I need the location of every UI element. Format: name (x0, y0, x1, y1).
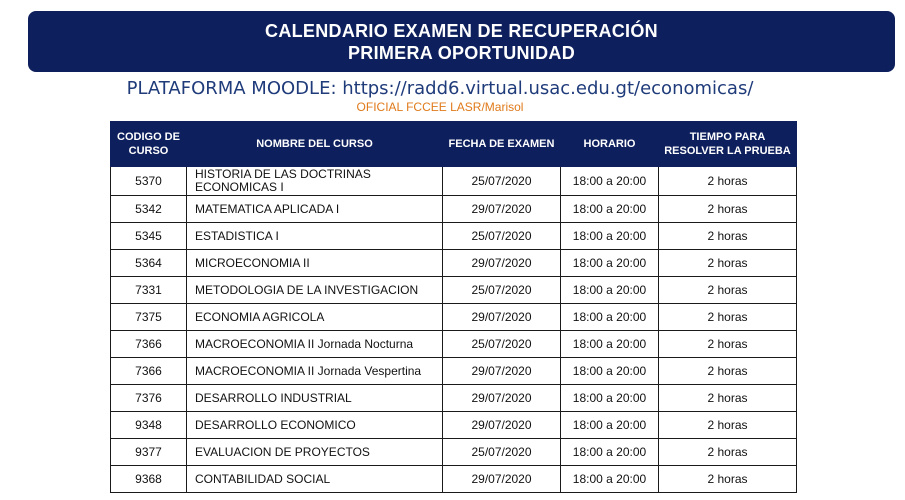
course-name: METODOLOGIA DE LA INVESTIGACION (187, 277, 443, 304)
exam-time: 18:00 a 20:00 (561, 466, 659, 493)
course-name: ECONOMIA AGRICOLA (187, 304, 443, 331)
exam-time: 18:00 a 20:00 (561, 385, 659, 412)
course-code: 5364 (111, 250, 187, 277)
exam-duration: 2 horas (659, 167, 797, 196)
course-name: DESARROLLO INDUSTRIAL (187, 385, 443, 412)
table-row (111, 385, 797, 412)
exam-schedule-table (110, 121, 797, 493)
exam-duration: 2 horas (659, 304, 797, 331)
official-credit: OFICIAL FCCEE LASR/Marisol (356, 100, 524, 114)
table-row (111, 196, 797, 223)
title-line-2: PRIMERA OPORTUNIDAD (347, 43, 576, 63)
exam-time: 18:00 a 20:00 (561, 223, 659, 250)
table-row (111, 466, 797, 493)
course-name: CONTABILIDAD SOCIAL (187, 466, 443, 493)
exam-time: 18:00 a 20:00 (561, 196, 659, 223)
exam-date: 25/07/2020 (443, 223, 561, 250)
course-name: EVALUACION DE PROYECTOS (187, 439, 443, 466)
course-code: 9377 (111, 439, 187, 466)
course-code: 5370 (111, 167, 187, 196)
table-row (111, 304, 797, 331)
exam-time: 18:00 a 20:00 (561, 250, 659, 277)
course-code: 7366 (111, 358, 187, 385)
exam-date: 29/07/2020 (443, 412, 561, 439)
exam-date: 25/07/2020 (443, 331, 561, 358)
exam-duration: 2 horas (659, 439, 797, 466)
course-code: 9348 (111, 412, 187, 439)
exam-date: 29/07/2020 (443, 385, 561, 412)
course-name: DESARROLLO ECONOMICO (187, 412, 443, 439)
exam-time: 18:00 a 20:00 (561, 412, 659, 439)
exam-date: 29/07/2020 (443, 196, 561, 223)
exam-date: 25/07/2020 (443, 167, 561, 196)
exam-duration: 2 horas (659, 385, 797, 412)
exam-time: 18:00 a 20:00 (561, 439, 659, 466)
exam-duration: 2 horas (659, 358, 797, 385)
column-header-code: CODIGO DE CURSO (111, 122, 187, 167)
table-row (111, 223, 797, 250)
title-banner (28, 11, 895, 72)
course-name: MACROECONOMIA II Jornada Vespertina (187, 358, 443, 385)
exam-time: 18:00 a 20:00 (561, 331, 659, 358)
course-code: 7366 (111, 331, 187, 358)
exam-date: 25/07/2020 (443, 439, 561, 466)
table-header-row (111, 122, 797, 167)
exam-time: 18:00 a 20:00 (561, 277, 659, 304)
exam-duration: 2 horas (659, 331, 797, 358)
exam-duration: 2 horas (659, 250, 797, 277)
column-header-date: FECHA DE EXAMEN (443, 122, 561, 167)
table-row (111, 277, 797, 304)
exam-time: 18:00 a 20:00 (561, 358, 659, 385)
exam-date: 29/07/2020 (443, 466, 561, 493)
platform-url-text: PLATAFORMA MOODLE: https://radd6.virtual.usac.edu.gt/economicas/ (126, 78, 754, 99)
course-name: MACROECONOMIA II Jornada Nocturna (187, 331, 443, 358)
course-code: 5342 (111, 196, 187, 223)
course-code: 7376 (111, 385, 187, 412)
exam-duration: 2 horas (659, 196, 797, 223)
course-name: MATEMATICA APLICADA I (187, 196, 443, 223)
title-line-1: CALENDARIO EXAMEN DE RECUPERACIÓN (265, 21, 658, 41)
exam-duration: 2 horas (659, 412, 797, 439)
course-code: 7375 (111, 304, 187, 331)
table-row (111, 331, 797, 358)
exam-date: 29/07/2020 (443, 250, 561, 277)
course-code: 7331 (111, 277, 187, 304)
course-name: HISTORIA DE LAS DOCTRINAS ECONOMICAS I (187, 167, 443, 196)
table-row (111, 412, 797, 439)
course-code: 5345 (111, 223, 187, 250)
course-code: 9368 (111, 466, 187, 493)
exam-time: 18:00 a 20:00 (561, 304, 659, 331)
exam-date: 29/07/2020 (443, 304, 561, 331)
exam-time: 18:00 a 20:00 (561, 167, 659, 196)
exam-duration: 2 horas (659, 277, 797, 304)
course-name: ESTADISTICA I (187, 223, 443, 250)
table-row (111, 250, 797, 277)
table-row (111, 439, 797, 466)
column-header-name: NOMBRE DEL CURSO (187, 122, 443, 167)
table-row (111, 167, 797, 196)
exam-date: 25/07/2020 (443, 277, 561, 304)
column-header-time: HORARIO (561, 122, 659, 167)
table-row (111, 358, 797, 385)
exam-duration: 2 horas (659, 223, 797, 250)
exam-date: 29/07/2020 (443, 358, 561, 385)
course-name: MICROECONOMIA II (187, 250, 443, 277)
exam-duration: 2 horas (659, 466, 797, 493)
column-header-duration: TIEMPO PARA RESOLVER LA PRUEBA (659, 122, 797, 167)
